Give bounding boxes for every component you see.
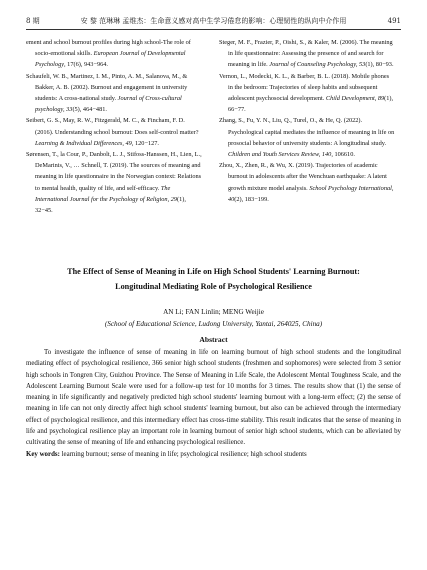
keywords-label: Key words: [26, 450, 60, 458]
english-title-line-2: Longitudinal Mediating Role of Psychological Resilience [115, 282, 312, 291]
header-rule [26, 29, 401, 30]
running-header [26, 14, 401, 28]
english-abstract-section [26, 264, 401, 460]
affiliation: (School of Educational Science, Ludong University, Yantai, 264025, China) [104, 320, 323, 328]
reference-entry: ement and school burnout profiles during high school-The role of socio-emotional skills. European Journal of Developmental Psychology, 17(6), 943−964. [26, 39, 191, 69]
running-title: 安 黎 范琳琳 孟维杰：生命意义感对高中生学习倦怠的影响：心理韧性的纵向中介作用 [80, 17, 347, 25]
keywords [26, 449, 401, 460]
references-right-column [219, 37, 395, 205]
english-title [26, 264, 401, 294]
reference-entry: Steger, M. F., Frazier, P., Oishi, S., & Kaler, M. (2006). The meaning in life questionnaire: Assessing the presence of and search for meaning in life. Journal of Counseling Psychology, 53(1), 80−93. [219, 39, 394, 69]
issue-number: 8 期 [26, 17, 40, 25]
references-left-column [26, 37, 202, 216]
english-title-line-1: The Effect of Sense of Meaning in Life on High School Students' Learning Burnout: [67, 267, 360, 276]
authors: AN Li; FAN Linlin; MENG Weijie [163, 308, 264, 316]
reference-entry: Vernon, L., Modecki, K. L., & Barber, B. L. (2018). Mobile phones in the bedroom: Trajectories of sleep habits and subsequent adolescent psychosocial development. Child Development, 89(1), 66−77. [219, 72, 394, 114]
reference-entry: Schaufeli, W. B., Martinez, I. M., Pinto, A. M., Salanova, M., & Bakker, A. B. (2002). Burnout and engagement in university students: A cross-national study. Journal of Cross-cultural psychology, 33(5), 464−481. [26, 72, 188, 114]
reference-entry: Zhang, S., Fu, Y. N., Liu, Q., Turel, O., & He, Q. (2022). Psychological capital mediates the influence of meaning in life on prosocial behavior of university students: A longitudinal study. Children and Youth Services Review, 140, 106610. [219, 117, 395, 159]
reference-entry: Seibert, G. S., May, R. W., Fitzgerald, M. C., & Fincham, F. D. (2016). Understanding school burnout: Does self-control matter? Learning & Individual Differences, 49, 120−127. [26, 117, 199, 147]
reference-entry: Zhou, X., Zhen, R., & Wu, X. (2019). Trajectories of academic burnout in adolescents after the Wenchuan earthquake: A latent growth mixture model analysis. School Psychology International, 40(2), 183−199. [219, 162, 394, 203]
reference-entry: Sørensen, T., la Cour, P., Danbolt, L. J., Stifoss-Hanssen, H., Lien, L., DeMarinis, V., … Schnell, T. (2019). The sources of meaning and meaning in life questionnaire in the Norwegian context: Relations to mental health, quality of life, and self-efficacy. The International Journal for the Psychology of Religion, 29(1), 32−45. [26, 151, 202, 215]
page-number: 491 [387, 17, 401, 25]
abstract-heading: Abstract [199, 335, 228, 344]
abstract-body: To investigate the influence of sense of meaning in life on learning burnout of high school students and the longitudinal mediating effect of psychological resilience, 366 senior high school students (freshmen and sophomores) were selected from 3 senior high schools in Tongren City, Guizhou Province. The Sense of Meaning in Life Scale, the Adolescent Mental Toughness Scale, and the Adolescent Learning Burnout Scale were used for a follow-up test for 10 months for 3 times. The results show that (1) the sense of meaning in life significantly and negatively predicted high school students' learning burnout with a long-term effect; (2) the sense of meaning in life can not only directly affect high school students' learning burnout, but also can be achieved through the intermediary effect of psychological resilience, and this intermediary effect has cross-time stability. This result indicates that the sense of meaning in life and psychological resilience play an important role in learning burnout of senior high school students, which can be alleviated by cultivating the sense of meaning of life and enhancing psychological resilience. [26, 349, 401, 447]
keywords-list: learning burnout; sense of meaning in life; psychological resilience; high school students [59, 450, 307, 458]
